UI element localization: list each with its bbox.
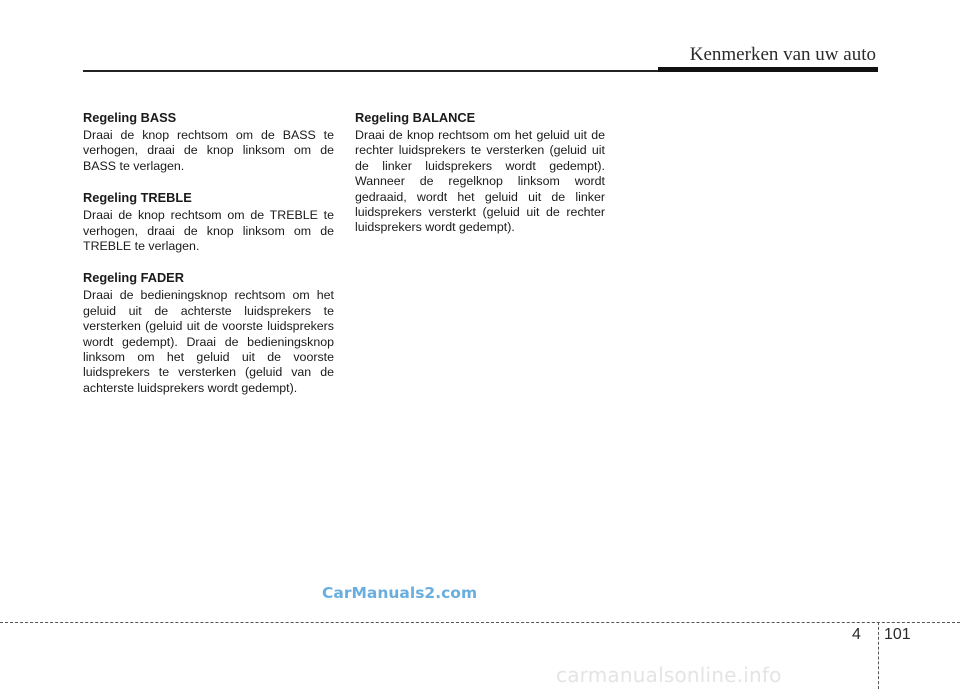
footer-rule bbox=[0, 622, 960, 623]
section-body: Draai de knop rechtsom om de BASS te verhogen, draai de knop linksom om de BASS te verlagen. bbox=[83, 128, 334, 173]
section-body: Draai de bedieningsknop rechtsom om het geluid uit de achterste luidsprekers te versterken (geluid uit de voorste luidsprekers wordt gedempt). Draai de bedieningsknop linksom om het geluid uit de voorste luidsprekers te versterken (geluid van de achterste luidsprekers wordt gedempt). bbox=[83, 288, 334, 395]
section-bass bbox=[83, 110, 334, 174]
right-column bbox=[355, 110, 605, 252]
watermark-link[interactable]: CarManuals2.com bbox=[322, 584, 478, 602]
left-column bbox=[83, 110, 334, 412]
section-heading: Regeling TREBLE bbox=[83, 190, 192, 206]
section-heading: Regeling BASS bbox=[83, 110, 177, 125]
section-body: Draai de knop rechtsom om het geluid uit de rechter luidsprekers te versterken (geluid uit de linker luidsprekers wordt gedempt). Wanneer de regelknop linksom wordt gedraaid, wordt het geluid uit de linker luidsprekers versterkt (geluid uit de rechter luidsprekers wordt gedempt). bbox=[355, 128, 605, 235]
chapter-number: 4 bbox=[852, 626, 861, 643]
section-balance bbox=[355, 110, 605, 236]
header-rule bbox=[83, 70, 658, 72]
section-body: Draai de knop rechtsom om de TREBLE te verhogen, draai de knop linksom om de TREBLE te verlagen. bbox=[83, 208, 334, 254]
section-treble bbox=[83, 190, 334, 254]
chapter-title: Kenmerken van uw auto bbox=[689, 44, 876, 65]
header-rule-accent bbox=[658, 67, 878, 72]
footer-divider bbox=[878, 622, 879, 689]
section-heading: Regeling BALANCE bbox=[355, 110, 476, 125]
section-heading: Regeling FADER bbox=[83, 270, 184, 286]
source-watermark: carmanualsonline.info bbox=[556, 663, 782, 687]
page-number: 101 bbox=[884, 626, 911, 643]
section-fader bbox=[83, 270, 334, 396]
